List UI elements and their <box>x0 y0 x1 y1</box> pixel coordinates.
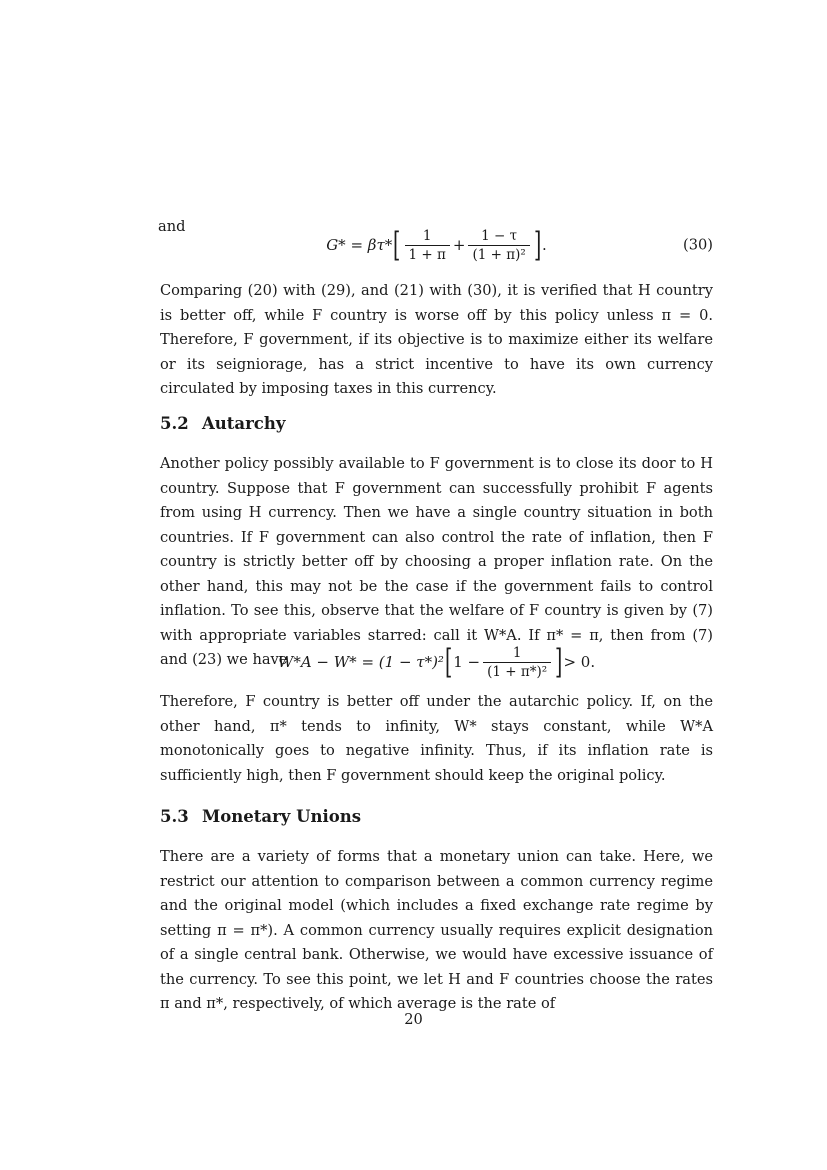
right-bracket: ] <box>555 642 563 682</box>
paragraph-autarchy: Another policy possibly available to F government is to close its door to H country. Suppose that F government can successfully prohibit F agents from using H currency. Then we have a single country situation in both countries. If F government can also control the rate of inflation, then F country is strictly better off by choosing a proper inflation rate. On the other hand, this may not be the case if the government fails to control inflation. To see this, observe that the welfare of F country is given by (7) with appropriate variables starred: call it W*A. If π* = π, then from (7) and (23) we have <box>160 455 713 668</box>
equation-welfare <box>160 632 713 692</box>
section-heading-monetary-unions <box>160 807 361 826</box>
eq30-frac1-numerator: 1 <box>422 227 432 244</box>
paragraph-comparison: Comparing (20) with (29), and (21) with (30), it is verified that H country is better off, while F country is worse off by this policy unless π = 0. Therefore, F government, if its objective is to maximize either its welfare or its seigniorage, has a strict incentive to have its own currency circulated by imposing taxes in this currency. <box>160 282 713 397</box>
eq30-plus: + <box>452 236 466 254</box>
eqw-numerator: 1 <box>512 644 522 661</box>
page-number: 20 <box>404 1011 423 1028</box>
eq30-frac2-numerator: 1 − τ <box>481 227 518 244</box>
eq30-frac2-denominator: (1 + π)² <box>468 245 529 263</box>
lead-word: and <box>158 218 186 235</box>
eqw-fraction <box>483 645 551 680</box>
equation-30 <box>160 215 713 275</box>
section-number: 5.2 <box>160 414 189 433</box>
section-title: Monetary Unions <box>202 807 362 826</box>
eqw-denominator: (1 + π*)² <box>483 662 551 680</box>
eq30-frac1-denominator: 1 + π <box>405 245 450 263</box>
section-number: 5.3 <box>160 807 189 826</box>
left-bracket: [ <box>393 225 401 265</box>
equation-number-30: (30) <box>683 236 713 254</box>
eq30-fraction-1 <box>405 228 450 263</box>
eq30-fraction-2 <box>468 228 529 263</box>
left-bracket: [ <box>444 642 453 682</box>
eqw-inner: 1 − <box>453 653 481 671</box>
paragraph-autarchy-conclusion: Therefore, F country is better off under the autarchic policy. If, on the other hand, π* tends to infinity, W* stays constant, while W*A monotonically goes to negative infinity. Thus, if its inflation rate is sufficiently high, then F government should keep the original policy. <box>160 693 713 784</box>
eqw-lhs: W*A − W* = (1 − τ*)² <box>277 653 444 671</box>
eq30-tail: . <box>542 236 547 254</box>
section-heading-autarchy <box>160 414 285 433</box>
right-bracket: ] <box>533 225 542 265</box>
eq30-lhs: G* = βτ* <box>326 236 393 254</box>
paragraph-monetary-unions: There are a variety of forms that a monetary union can take. Here, we restrict our attention to comparison between a common currency regime and the original model (which includes a fixed exchange rate regime by setting π = π*). A common currency usually requires explicit designation of a single central bank. Otherwise, we would have excessive issuance of the currency. To see this point, we let H and F countries choose the rates π and π*, respectively, of which average is the rate of <box>160 848 714 1012</box>
section-title: Autarchy <box>202 414 286 433</box>
eqw-rhs: > 0. <box>563 653 596 671</box>
